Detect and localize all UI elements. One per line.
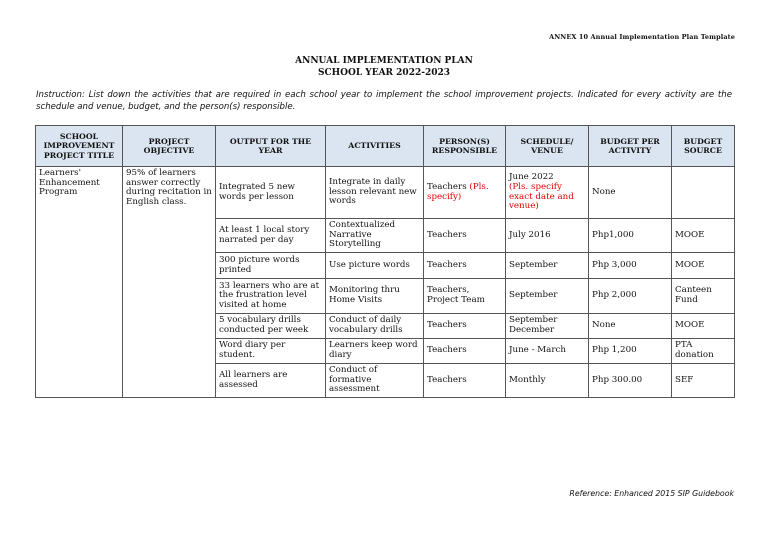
document-title: ANNUAL IMPLEMENTATION PLAN (295, 56, 473, 66)
header-activities: ACTIVITIES (326, 126, 424, 167)
budget-cell: None (589, 167, 672, 219)
schedule-cell: June - March (506, 339, 589, 364)
school-year: SCHOOL YEAR 2022-2023 (317, 68, 451, 78)
header-budget: BUDGET PER ACTIVITY (589, 126, 672, 167)
schedule-note: (Pls. specify exact date and venue) (509, 181, 574, 212)
header-output: OUTPUT FOR THE YEAR (216, 126, 326, 167)
source-cell: MOOE (672, 219, 735, 253)
activity-cell: Learners keep word diary (326, 339, 424, 364)
persons-cell: Teachers (424, 364, 506, 398)
activity-cell: Integrate in daily lesson relevant new words (326, 167, 424, 219)
output-cell: 300 picture words printed (216, 253, 326, 279)
output-cell: Word diary per student. (216, 339, 326, 364)
budget-cell: Php 3,000 (589, 253, 672, 279)
reference-note: Reference: Enhanced 2015 SIP Guidebook (569, 489, 734, 498)
schedule-cell: September December (506, 314, 589, 339)
budget-cell: Php 2,000 (589, 279, 672, 314)
persons-cell: Teachers, Project Team (424, 279, 506, 314)
activity-cell: Conduct of daily vocabulary drills (326, 314, 424, 339)
header-budget-source: BUDGET SOURCE (672, 126, 735, 167)
activity-cell: Conduct of formative assessment (326, 364, 424, 398)
schedule-value: June 2022 (509, 172, 554, 183)
annex-label: ANNEX 10 Annual Implementation Plan Template (549, 33, 735, 41)
persons-cell: Teachers (424, 339, 506, 364)
persons-cell (424, 167, 506, 219)
header-schedule: SCHEDULE/ VENUE (506, 126, 589, 167)
source-cell (672, 167, 735, 219)
schedule-cell: July 2016 (506, 219, 589, 253)
activity-cell: Contextualized Narrative Storytelling (326, 219, 424, 253)
header-project-title: SCHOOL IMPROVEMENT PROJECT TITLE (36, 126, 123, 167)
header-persons: PERSON(S) RESPONSIBLE (424, 126, 506, 167)
schedule-cell: September (506, 279, 589, 314)
source-cell: MOOE (672, 314, 735, 339)
persons-note: (Pls. specify) (427, 181, 489, 202)
activity-cell: Use picture words (326, 253, 424, 279)
output-cell: 33 learners who are at the frustration level visited at home (216, 279, 326, 314)
budget-cell: None (589, 314, 672, 339)
activity-cell: Monitoring thru Home Visits (326, 279, 424, 314)
table-header-row (36, 126, 735, 167)
output-cell: At least 1 local story narrated per day (216, 219, 326, 253)
source-cell: SEF (672, 364, 735, 398)
output-cell: 5 vocabulary drills conducted per week (216, 314, 326, 339)
budget-cell: Php 300.00 (589, 364, 672, 398)
source-cell: PTA donation (672, 339, 735, 364)
schedule-cell: September (506, 253, 589, 279)
table-row (36, 167, 735, 219)
project-title-cell: Learners' Enhancement Program (36, 167, 123, 398)
persons-cell: Teachers (424, 253, 506, 279)
source-cell: Canteen Fund (672, 279, 735, 314)
persons-cell: Teachers (424, 314, 506, 339)
project-objective-cell: 95% of learners answer correctly during recitation in English class. (123, 167, 216, 398)
budget-cell: Php 1,200 (589, 339, 672, 364)
budget-cell: Php1,000 (589, 219, 672, 253)
persons-value: Teachers (427, 181, 467, 192)
output-cell: Integrated 5 new words per lesson (216, 167, 326, 219)
output-cell: All learners are assessed (216, 364, 326, 398)
source-cell: MOOE (672, 253, 735, 279)
schedule-cell (506, 167, 589, 219)
instruction-text: Instruction: List down the activities that are required in each school year to implement the school improvement projects. Indicated for every activity are the schedule and venue, budget, and the person(s) responsible. (36, 90, 732, 112)
persons-cell: Teachers (424, 219, 506, 253)
implementation-plan-table (35, 125, 735, 398)
header-project-objective: PROJECT OBJECTIVE (123, 126, 216, 167)
schedule-cell: Monthly (506, 364, 589, 398)
